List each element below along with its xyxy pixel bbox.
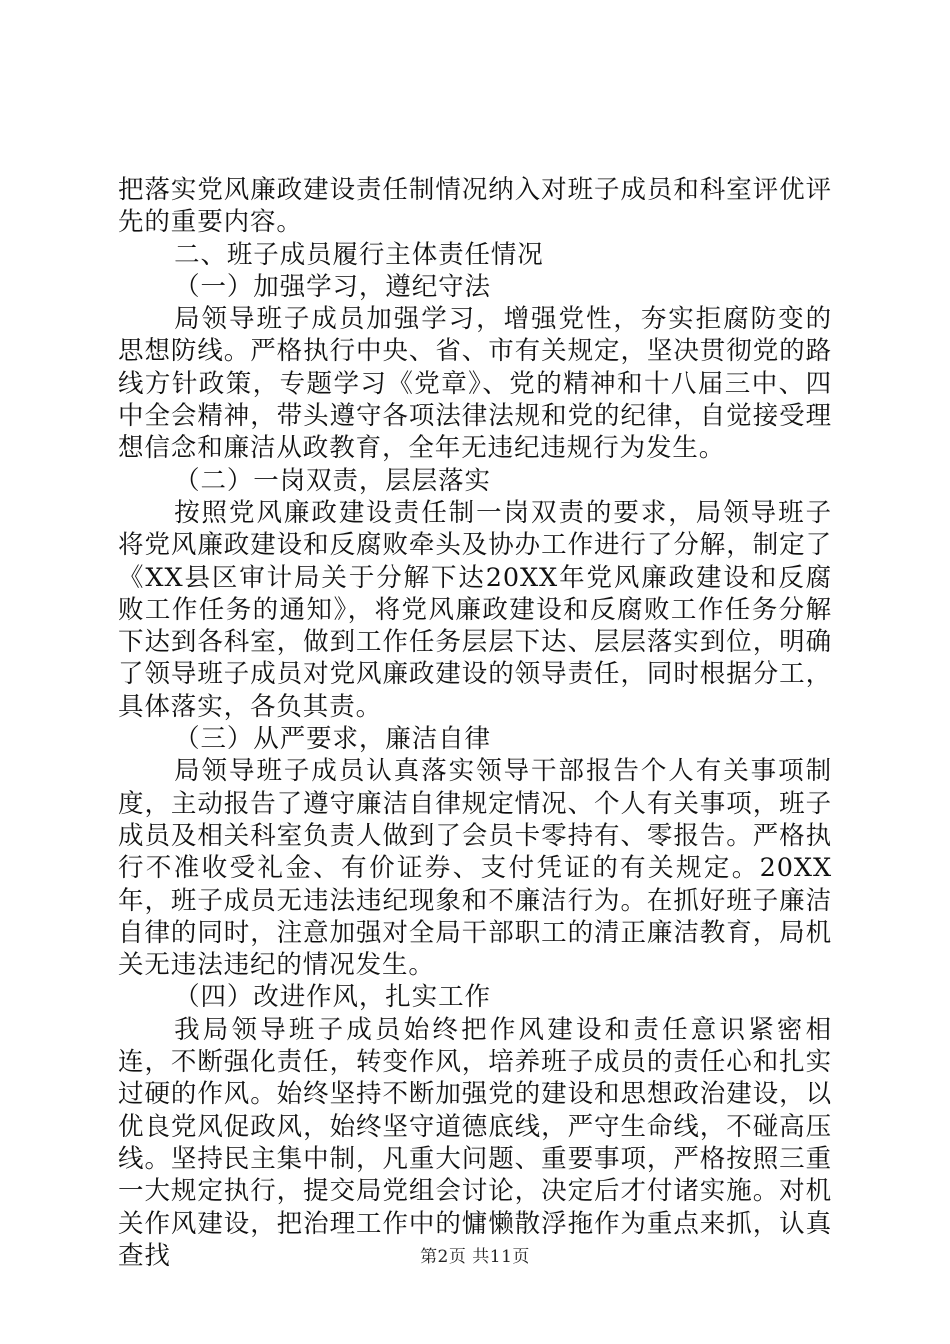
page-number: 第2页 共11页 [420,1247,530,1267]
page-footer [0,1242,950,1267]
paragraph-continuation: 把落实党风廉政建设责任制情况纳入对班子成员和科室评优评先的重要内容。 [118,175,832,238]
body-paragraph: 按照党风廉政建设责任制一岗双责的要求，局领导班子将党风廉政建设和反腐败牵头及协办工作进行了分解，制定了《XX县区审计局关于分解下达20XX年党风廉政建设和反腐败工作任务的通知》，将党风廉政建设和反腐败工作任务分解下达到各科室，做到工作任务层层下达、层层落实到位，明确了领导班子成员对党风廉政建设的领导责任，同时根据分工，具体落实，各负其责。 [118,497,832,722]
subsection-heading: （一）加强学习，遵纪守法 [174,271,491,302]
body-paragraph: 局领导班子成员加强学习，增强党性，夯实拒腐防变的思想防线。严格执行中央、省、市有关规定，坚决贯彻党的路线方针政策，专题学习《党章》、党的精神和十八届三中、四中全会精神，带头遵守各项法律法规和党的纪律，自觉接受理想信念和廉洁从政教育，全年无违纪违规行为发生。 [118,304,832,464]
document-body [118,174,832,1272]
body-paragraph: 局领导班子成员认真落实领导干部报告个人有关事项制度，主动报告了遵守廉洁自律规定情况、个人有关事项，班子成员及相关科室负责人做到了会员卡零持有、零报告。严格执行不准收受礼金、有价证券、支付凭证的有关规定。20XX年，班子成员无违法违纪现象和不廉洁行为。在抓好班子廉洁自律的同时，注意加强对全局干部职工的清正廉洁教育，局机关无违法违纪的情况发生。 [118,756,832,981]
body-paragraph: 我局领导班子成员始终把作风建设和责任意识紧密相连，不断强化责任，转变作风，培养班子成员的责任心和扎实过硬的作风。始终坚持不断加强党的建设和思想政治建设，以优良党风促政风，始终坚守道德底线，严守生命线，不碰高压线。坚持民主集中制，凡重大问题、重要事项，严格按照三重一大规定执行，提交局党组会讨论，决定后才付诸实施。对机关作风建设，把治理工作中的慵懒散浮拖作为重点来抓，认真查找 [118,1014,832,1271]
subsection-heading: （三）从严要求，廉洁自律 [174,724,491,755]
subsection-heading: （二）一岗双责，层层落实 [174,465,491,496]
section-heading: 二、班子成员履行主体责任情况 [174,239,544,270]
subsection-heading: （四）改进作风，扎实工作 [174,982,491,1013]
